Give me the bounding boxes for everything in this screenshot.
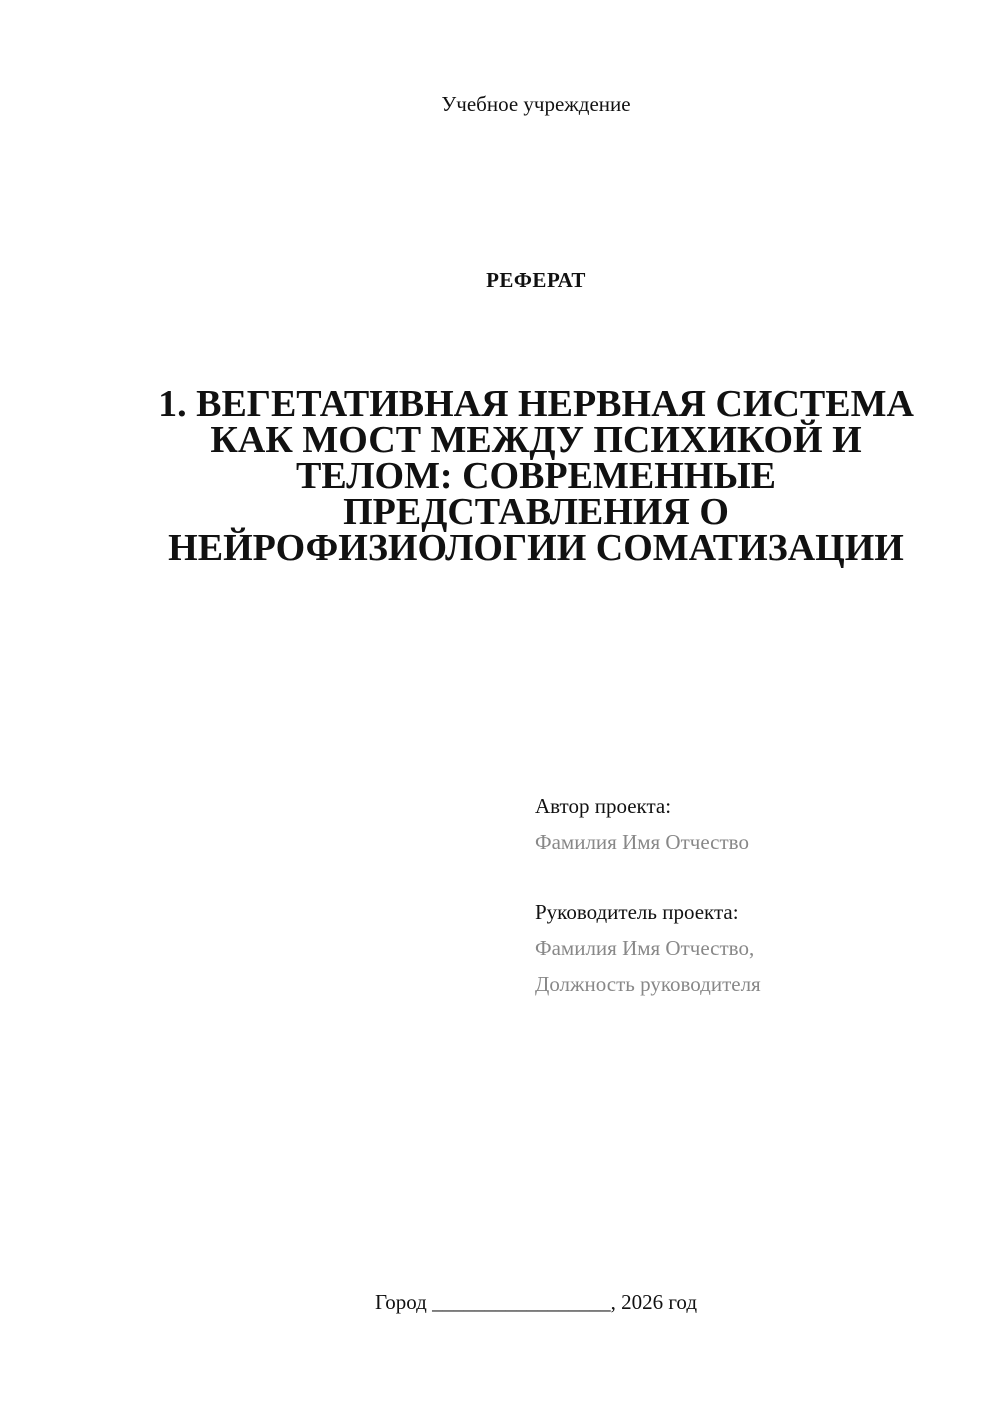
- spacer: [535, 860, 975, 894]
- supervisor-label: Руководитель проекта:: [535, 900, 739, 924]
- signature-block: [535, 788, 975, 1002]
- supervisor-name: Фамилия Имя Отчество,: [535, 936, 755, 960]
- supervisor-position: Должность руководителя: [535, 972, 761, 996]
- author-label: Автор проекта:: [535, 794, 672, 818]
- author-name: Фамилия Имя Отчество: [535, 830, 749, 854]
- institution-name: Учебное учреждение: [441, 92, 631, 116]
- document-title: 1. ВЕГЕТАТИВНАЯ НЕРВНАЯ СИСТЕМА КАК МОСТ МЕЖДУ ПСИХИКОЙ И ТЕЛОМ: СОВРЕМЕННЫЕ ПРЕДСТАВЛЕНИЯ О НЕЙРОФИЗИОЛОГИИ СОМАТИЗАЦИИ: [158, 383, 914, 569]
- document-type: РЕФЕРАТ: [486, 268, 586, 292]
- city-year-line: Город _________________, 2026 год: [374, 1290, 698, 1314]
